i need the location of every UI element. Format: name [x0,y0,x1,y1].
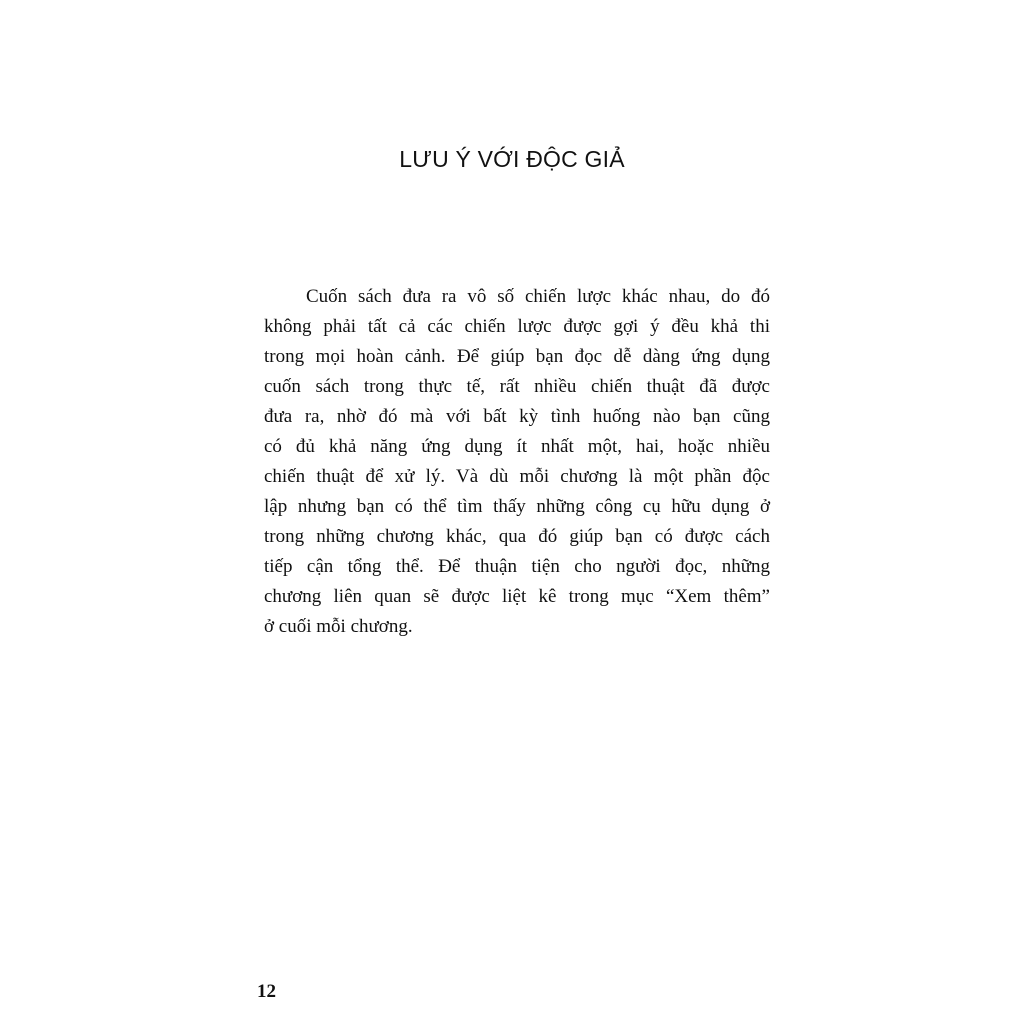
paragraph-line: ở cuối mỗi chương. [264,616,413,637]
paragraph-line: không phải tất cả các chiến lược được gợi ý đều khả thi [264,316,770,337]
paragraph-line: lập nhưng bạn có thể tìm thấy những công cụ hữu dụng ở [264,496,770,517]
paragraph-line: trong mọi hoàn cảnh. Để giúp bạn đọc dễ dàng ứng dụng [264,346,770,367]
paragraph-line: cuốn sách trong thực tế, rất nhiều chiến thuật đã được [264,376,770,397]
paragraph-line: trong những chương khác, qua đó giúp bạn có được cách [264,526,770,547]
paragraph-line: chiến thuật để xử lý. Và dù mỗi chương là một phần độc [264,466,770,487]
body-paragraph [264,282,784,642]
paragraph-line: chương liên quan sẽ được liệt kê trong mục “Xem thêm” [264,586,770,607]
page-title: LƯU Ý VỚI ĐỘC GIẢ [399,146,625,172]
paragraph-line: tiếp cận tổng thể. Để thuận tiện cho người đọc, những [264,556,770,577]
paragraph-line: Cuốn sách đưa ra vô số chiến lược khác nhau, do đó [306,286,770,307]
page-number: 12 [257,981,276,1002]
paragraph-line: đưa ra, nhờ đó mà với bất kỳ tình huống nào bạn cũng [264,406,770,427]
paragraph-line: có đủ khả năng ứng dụng ít nhất một, hai, hoặc nhiều [264,436,770,457]
